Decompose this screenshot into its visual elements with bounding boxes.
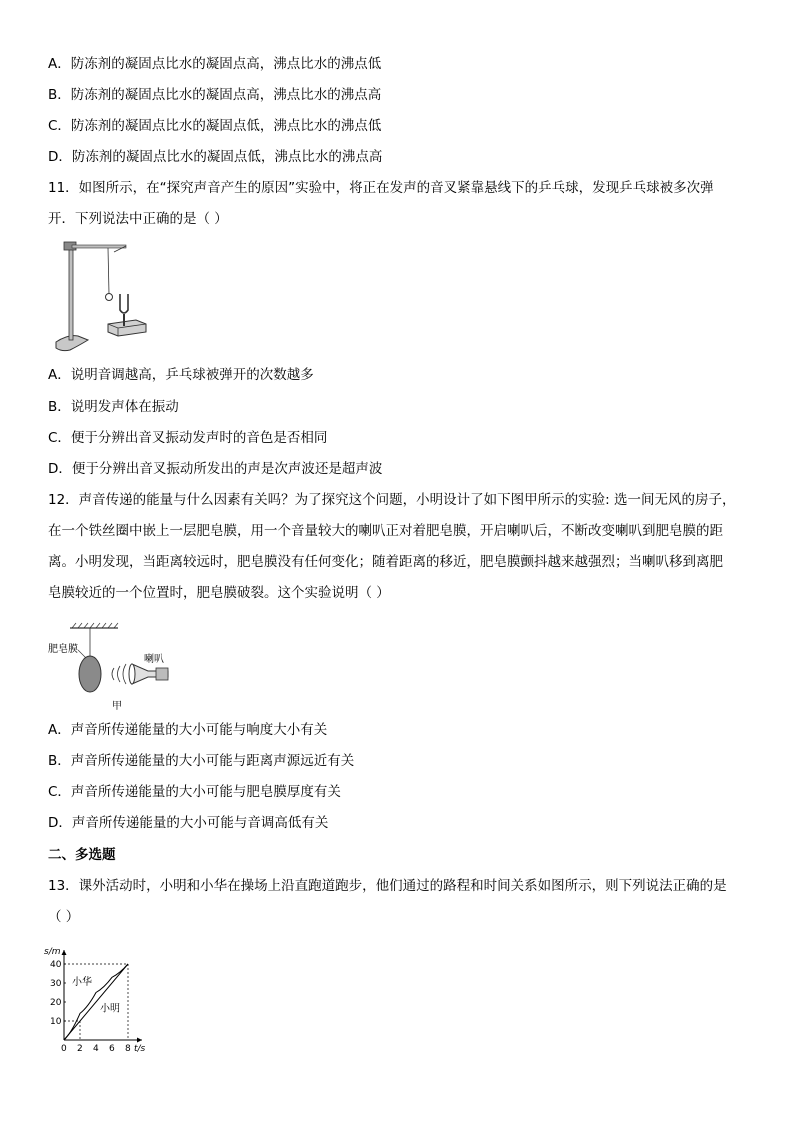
tuning-fork-figure — [48, 238, 160, 356]
horn-label: 喇叭 — [144, 654, 164, 665]
section-title: 二、多选题 — [48, 847, 116, 863]
figure-caption: 甲 — [112, 701, 122, 712]
y-axis-arrow — [62, 950, 67, 955]
q13-stem-line2: （ ） — [48, 909, 80, 925]
q12-option-d: D．声音所传递能量的大小可能与音调高低有关 — [48, 815, 329, 831]
q12-stem-line2: 在一个铁丝圈中嵌上一层肥皂膜，用一个音量较大的喇叭正对着肥皂膜，开启喇叭后，不断改变喇叭到肥皂膜的距 — [48, 523, 723, 539]
x-axis-label: t/s — [134, 1044, 146, 1054]
series-label-xiaohua: 小华 — [72, 976, 92, 988]
q12-option-b: B．声音所传递能量的大小可能与距离声源远近有关 — [48, 753, 355, 769]
q12-option-c: C．声音所传递能量的大小可能与肥皂膜厚度有关 — [48, 784, 341, 800]
x-tick-label: 8 — [125, 1044, 131, 1054]
y-tick-label: 30 — [50, 979, 62, 989]
series-line-xiaoming — [64, 964, 128, 1040]
q12-stem-line1: 12．声音传递的能量与什么因素有关吗？为了探究这个问题，小明设计了如下图甲所示的实验: 选一间无风的房子， — [48, 492, 736, 508]
x-axis-arrow — [137, 1038, 142, 1043]
q11-option-b: B．说明发声体在振动 — [48, 399, 179, 415]
soap-film-figure — [48, 620, 188, 712]
q11-option-a: A．说明音调越高，乒乓球被弹开的次数越多 — [48, 367, 314, 383]
q10-option-d: D．防冻剂的凝固点比水的凝固点低，沸点比水的沸点高 — [48, 149, 383, 165]
q13-stem-line1: 13．课外活动时，小明和小华在操场上沿直跑道跑步，他们通过的路程和时间关系如图所示，则下列说法正确的是 — [48, 878, 727, 894]
q10-option-c: C．防冻剂的凝固点比水的凝固点低，沸点比水的沸点低 — [48, 118, 382, 134]
x-tick-label: 0 — [61, 1044, 67, 1054]
q11-option-c: C．便于分辨出音叉振动发声时的音色是否相同 — [48, 430, 328, 446]
q10-option-a: A．防冻剂的凝固点比水的凝固点高，沸点比水的沸点低 — [48, 56, 382, 72]
q11-stem-line2: 开．下列说法中正确的是（ ） — [48, 211, 228, 227]
y-tick-label: 10 — [50, 1017, 62, 1027]
x-tick-label: 4 — [93, 1044, 99, 1054]
q12-stem-line3: 离。小明发现，当距离较远时，肥皂膜没有任何变化；随着距离的移近，肥皂膜颤抖越来越强烈；当喇叭移到离肥 — [48, 554, 723, 570]
y-tick-label: 20 — [50, 998, 62, 1008]
q12-option-a: A．声音所传递能量的大小可能与响度大小有关 — [48, 722, 328, 738]
film-label: 肥皂膜 — [48, 644, 78, 655]
series-label-xiaoming: 小明 — [100, 1003, 120, 1015]
x-tick-label: 6 — [109, 1044, 115, 1054]
x-tick-label: 2 — [77, 1044, 83, 1054]
q10-option-b: B．防冻剂的凝固点比水的凝固点高，沸点比水的沸点高 — [48, 87, 382, 103]
y-tick-label: 40 — [50, 960, 62, 970]
q11-option-d: D．便于分辨出音叉振动所发出的声是次声波还是超声波 — [48, 461, 383, 477]
q11-stem-line1: 11．如图所示，在“探究声音产生的原因”实验中，将正在发声的音叉紧靠悬线下的乒乓球，发现乒乓球被多次弹 — [48, 180, 714, 196]
distance-time-chart — [44, 942, 164, 1054]
q12-stem-line4: 皂膜较近的一个位置时，肥皂膜破裂。这个实验说明（ ） — [48, 585, 390, 601]
y-axis-label: s/m — [44, 947, 61, 957]
